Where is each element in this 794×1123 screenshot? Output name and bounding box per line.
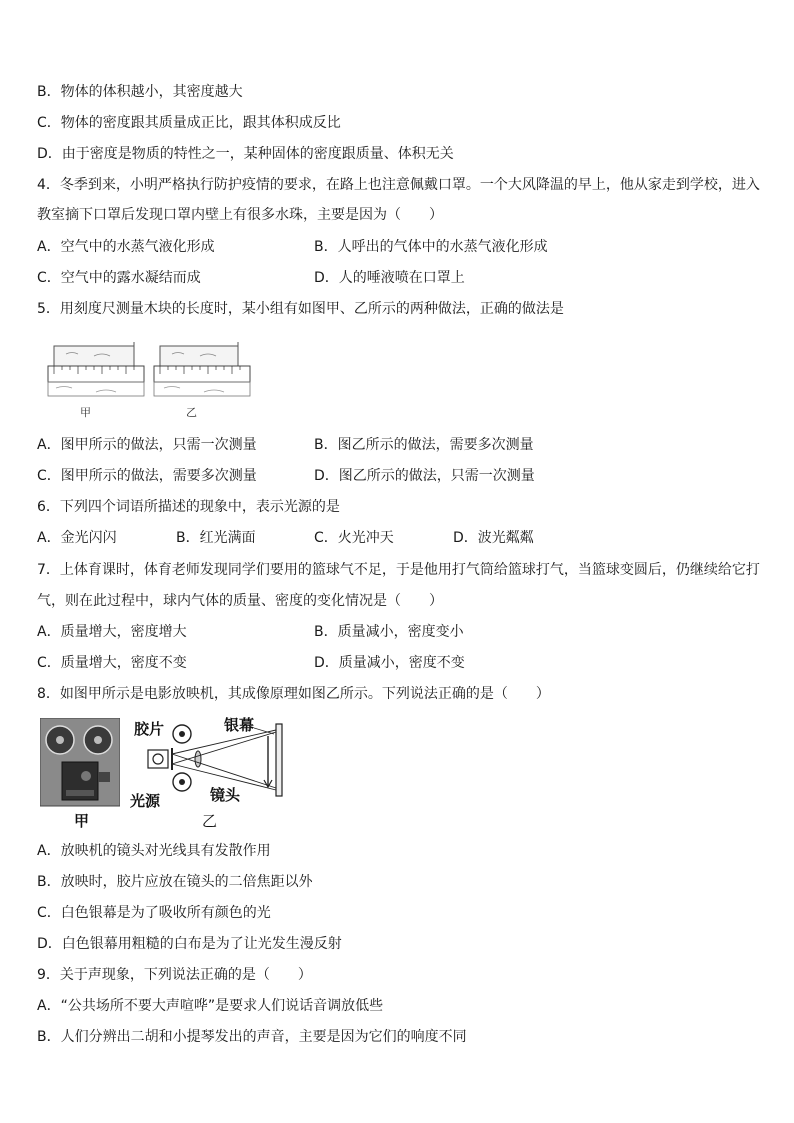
q7-option-a: A．质量增大，密度增大 [37, 624, 187, 640]
q5-option-b: B．图乙所示的做法，需要多次测量 [314, 437, 534, 453]
q6-option-a: A．金光闪闪 [37, 530, 117, 546]
q4-option-b: B．人呼出的气体中的水蒸气液化形成 [314, 239, 548, 255]
label-screen: 银幕 [224, 716, 255, 734]
q3-option-d: D．由于密度是物质的特性之一，某种固体的密度跟质量、体积无关 [37, 146, 454, 162]
label-lens: 镜头 [210, 786, 241, 804]
ruler-label-a: 甲 [80, 406, 91, 419]
ruler-figure [46, 340, 252, 420]
projector-photo [40, 718, 120, 830]
q5-option-d: D．图乙所示的做法，只需一次测量 [314, 468, 535, 484]
q6-option-b: B．红光满面 [176, 530, 256, 546]
q6-option-d: D．波光粼粼 [453, 530, 534, 546]
q7-stem-line2: 气，则在此过程中，球内气体的质量、密度的变化情况是（ ） [37, 593, 443, 609]
q7-option-c: C．质量增大，密度不变 [37, 655, 187, 671]
q3-option-c: C．物体的密度跟其质量成正比，跟其体积成反比 [37, 115, 341, 131]
label-film: 胶片 [134, 720, 165, 738]
q7-option-d: D．质量减小，密度不变 [314, 655, 465, 671]
lens-icon [195, 751, 201, 767]
q7-stem-line1: 7．上体育课时，体育老师发现同学们要用的篮球气不足，于是他用打气筒给篮球打气，当篮球变圆后，仍继续给它打 [37, 562, 760, 578]
q9-stem: 9．关于声现象，下列说法正确的是（ ） [37, 967, 312, 983]
projector-label-a: 甲 [74, 812, 90, 830]
q8-option-b: B．放映时，胶片应放在镜头的二倍焦距以外 [37, 874, 313, 890]
label-light-source: 光源 [130, 792, 161, 810]
q5-option-c: C．图甲所示的做法，需要多次测量 [37, 468, 257, 484]
q8-option-c: C．白色银幕是为了吸收所有颜色的光 [37, 905, 271, 921]
ruler-figure-a [48, 342, 144, 396]
ruler-label-b: 乙 [186, 406, 197, 419]
q4-option-a: A．空气中的水蒸气液化形成 [37, 239, 215, 255]
q7-option-b: B．质量减小，密度变小 [314, 624, 464, 640]
projection-diagram [128, 714, 288, 830]
ruler-figure-b [154, 342, 250, 396]
q5-stem: 5．用刻度尺测量木块的长度时，某小组有如图甲、乙所示的两种做法，正确的做法是 [37, 301, 564, 317]
q4-option-d: D．人的唾液喷在口罩上 [314, 270, 465, 286]
screen-icon [276, 724, 282, 796]
q4-option-c: C．空气中的露水凝结而成 [37, 270, 201, 286]
q8-stem: 8．如图甲所示是电影放映机，其成像原理如图乙所示。下列说法正确的是（ ） [37, 686, 550, 702]
q8-option-d: D．白色银幕用粗糙的白布是为了让光发生漫反射 [37, 936, 342, 952]
q4-stem-line1: 4．冬季到来，小明严格执行防护疫情的要求，在路上也注意佩戴口罩。一个大风降温的早上，他从家走到学校，进入 [37, 177, 760, 193]
q9-option-a: A．“公共场所不要大声喧哗”是要求人们说话音调放低些 [37, 998, 384, 1014]
q9-option-b: B．人们分辨出二胡和小提琴发出的声音，主要是因为它们的响度不同 [37, 1029, 467, 1045]
q6-stem: 6．下列四个词语所描述的现象中，表示光源的是 [37, 499, 340, 515]
q8-option-a: A．放映机的镜头对光线具有发散作用 [37, 843, 271, 859]
q4-stem-line2: 教室摘下口罩后发现口罩内壁上有很多水珠，主要是因为（ ） [37, 207, 443, 223]
diagram-label-b: 乙 [202, 812, 218, 830]
q3-option-b: B．物体的体积越小，其密度越大 [37, 84, 243, 100]
q5-option-a: A．图甲所示的做法，只需一次测量 [37, 437, 257, 453]
q6-option-c: C．火光冲天 [314, 530, 394, 546]
